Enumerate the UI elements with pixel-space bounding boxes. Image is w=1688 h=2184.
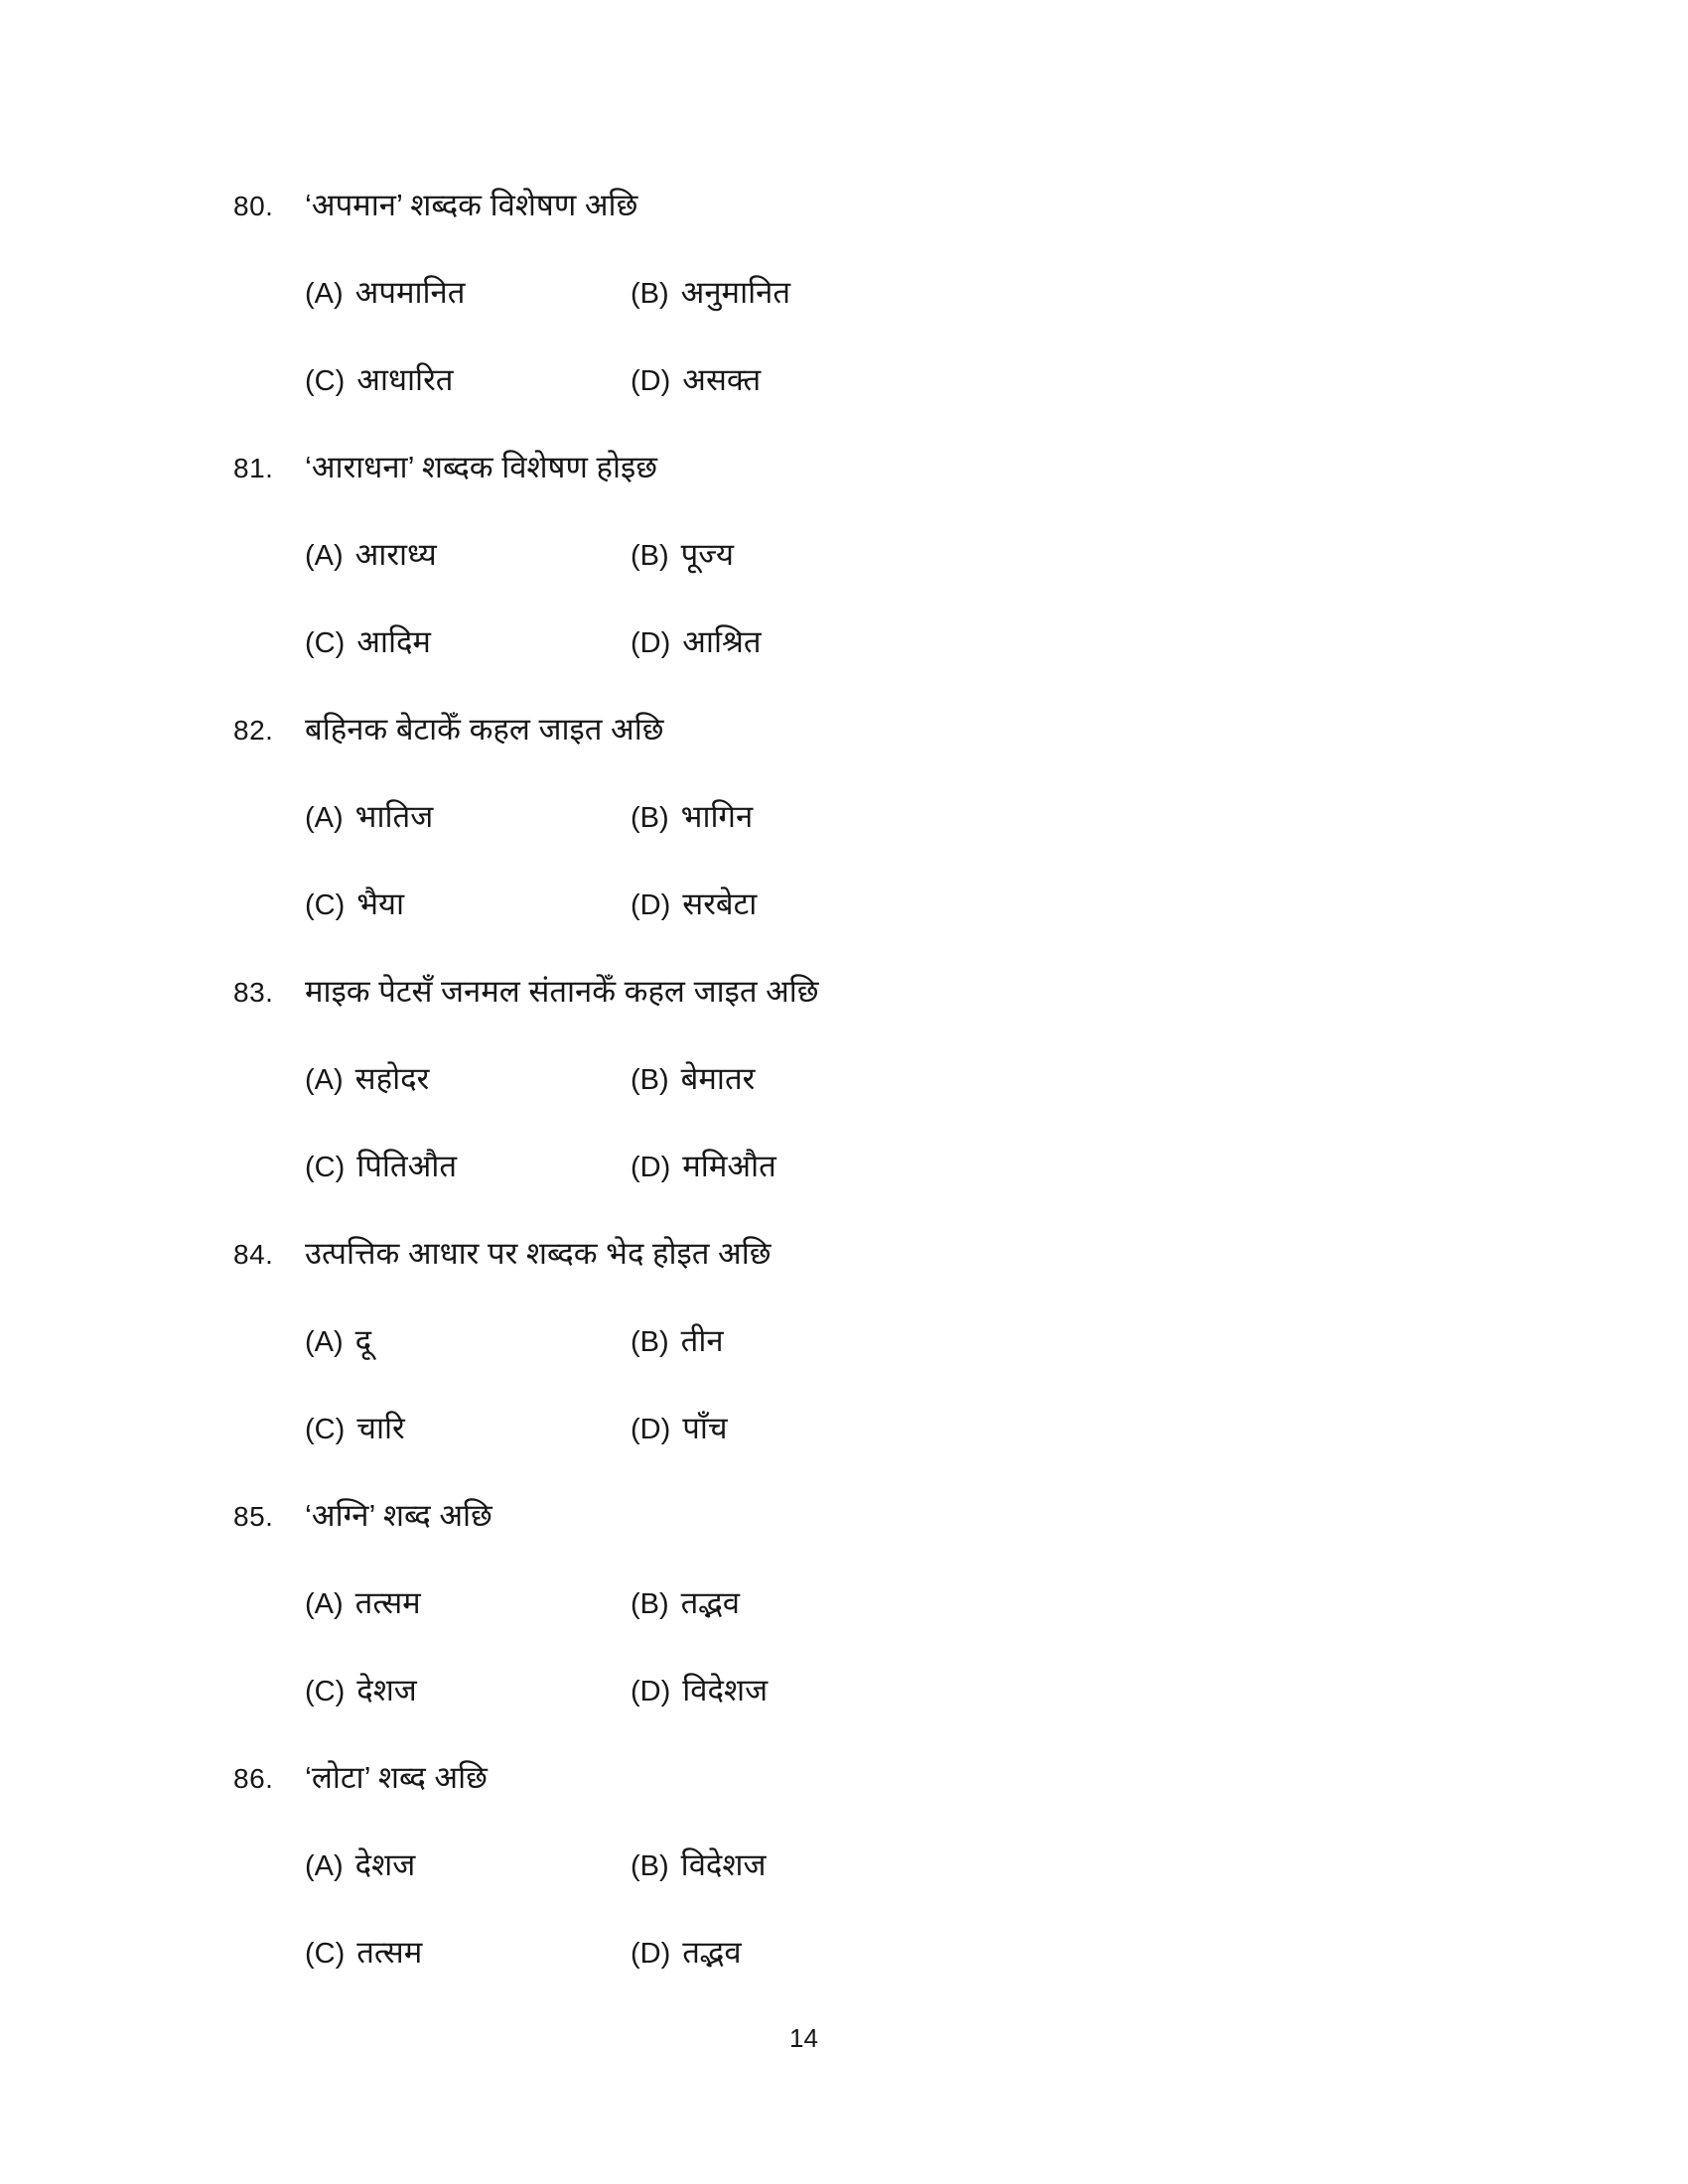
option-row xyxy=(233,1581,1326,1669)
question-text: ‘आराधना’ शब्दक विशेषण होइछ xyxy=(305,450,657,484)
option-text: भैया xyxy=(356,887,405,921)
option-b xyxy=(631,1843,766,1885)
option-text: बेमातर xyxy=(680,1061,756,1096)
option-text: अनुमानित xyxy=(680,275,791,310)
question-header xyxy=(233,446,1326,533)
question-text: माइक पेटसँ जनमल संतानकेँ कहल जाइत अछि xyxy=(305,974,819,1009)
option-label: (D) xyxy=(631,1938,671,1970)
question-header xyxy=(233,708,1326,795)
option-label: (A) xyxy=(305,278,344,310)
page-number: 14 xyxy=(789,2023,818,2053)
option-label: (D) xyxy=(631,1152,671,1183)
option-label: (D) xyxy=(631,1414,671,1445)
option-text: चारि xyxy=(356,1411,405,1445)
option-a xyxy=(305,271,631,313)
option-text: विदेशज xyxy=(682,1673,769,1707)
option-label: (A) xyxy=(305,802,344,834)
option-b xyxy=(631,1581,740,1623)
option-a xyxy=(305,1581,631,1623)
question-number: 81. xyxy=(233,453,274,483)
option-text: देशज xyxy=(356,1673,417,1707)
option-text: आराध्य xyxy=(354,537,437,572)
question-number: 85. xyxy=(233,1501,274,1532)
option-label: (C) xyxy=(305,1152,346,1183)
option-c xyxy=(305,620,631,662)
question-number: 82. xyxy=(233,715,274,746)
question-text: उत्पत्तिक आधार पर शब्दक भेद होइत अछि xyxy=(305,1236,772,1271)
option-text: भातिज xyxy=(354,799,434,834)
option-label: (B) xyxy=(631,1064,669,1096)
option-c xyxy=(305,1931,631,1973)
option-a xyxy=(305,1843,631,1885)
question-83 xyxy=(233,970,1326,1232)
question-text: ‘अपमान’ शब्दक विशेषण अछि xyxy=(305,188,638,222)
option-row xyxy=(233,271,1326,358)
option-row xyxy=(233,883,1326,970)
option-row xyxy=(233,1669,1326,1756)
option-label: (D) xyxy=(631,1676,671,1707)
option-d xyxy=(631,358,761,400)
option-a xyxy=(305,1057,631,1099)
question-header xyxy=(233,1494,1326,1581)
option-c xyxy=(305,1145,631,1186)
option-text: आश्रित xyxy=(682,624,762,659)
question-80 xyxy=(233,184,1326,446)
option-label: (C) xyxy=(305,1414,346,1445)
option-text: भागिन xyxy=(680,799,754,834)
option-text: असक्त xyxy=(682,362,762,397)
option-a xyxy=(305,533,631,575)
question-85 xyxy=(233,1494,1326,1756)
option-text: विदेशज xyxy=(680,1847,767,1882)
question-81 xyxy=(233,446,1326,708)
option-row xyxy=(233,620,1326,708)
option-label: (A) xyxy=(305,1850,344,1882)
option-label: (A) xyxy=(305,1326,344,1358)
option-label: (A) xyxy=(305,1064,344,1096)
option-label: (D) xyxy=(631,365,671,397)
option-d xyxy=(631,1407,728,1448)
option-b xyxy=(631,271,790,313)
option-text: पूज्य xyxy=(680,537,734,572)
option-row xyxy=(233,533,1326,620)
question-82 xyxy=(233,708,1326,970)
option-text: आदिम xyxy=(356,624,431,659)
option-b xyxy=(631,795,753,837)
option-text: तत्सम xyxy=(356,1935,423,1970)
option-text: सरबेटा xyxy=(682,887,758,921)
option-row xyxy=(233,795,1326,883)
option-row xyxy=(233,1057,1326,1145)
option-label: (B) xyxy=(631,1588,669,1620)
option-label: (D) xyxy=(631,627,671,659)
option-text: तद्भव xyxy=(680,1585,741,1620)
option-row xyxy=(233,358,1326,446)
option-d xyxy=(631,1145,776,1186)
option-c xyxy=(305,1407,631,1448)
option-d xyxy=(631,1931,742,1973)
question-text: ‘लोटा’ शब्द अछि xyxy=(305,1760,488,1795)
option-text: तत्सम xyxy=(354,1585,421,1620)
question-84 xyxy=(233,1232,1326,1494)
option-text: अपमानित xyxy=(354,275,466,310)
option-a xyxy=(305,1319,631,1361)
option-text: दू xyxy=(354,1323,372,1358)
option-text: ममिऔत xyxy=(682,1149,776,1183)
option-label: (B) xyxy=(631,1326,669,1358)
option-text: देशज xyxy=(354,1847,416,1882)
option-label: (C) xyxy=(305,365,346,397)
option-label: (B) xyxy=(631,1850,669,1882)
option-text: पितिऔत xyxy=(356,1149,457,1183)
option-label: (B) xyxy=(631,278,669,310)
question-header xyxy=(233,970,1326,1057)
option-label: (C) xyxy=(305,1938,346,1970)
option-row xyxy=(233,1145,1326,1232)
question-header xyxy=(233,1756,1326,1843)
option-label: (B) xyxy=(631,802,669,834)
option-text: सहोदर xyxy=(354,1061,430,1096)
option-d xyxy=(631,1669,768,1710)
question-number: 86. xyxy=(233,1763,274,1794)
option-text: तद्भव xyxy=(682,1935,742,1970)
option-label: (D) xyxy=(631,889,671,921)
option-b xyxy=(631,1319,724,1361)
option-row xyxy=(233,1319,1326,1407)
question-header xyxy=(233,1232,1326,1319)
option-text: पाँच xyxy=(682,1411,728,1445)
option-label: (B) xyxy=(631,540,669,572)
option-text: आधारित xyxy=(356,362,454,397)
question-86 xyxy=(233,1756,1326,2018)
question-number: 83. xyxy=(233,977,274,1008)
option-b xyxy=(631,1057,755,1099)
option-row xyxy=(233,1931,1326,2018)
option-a xyxy=(305,795,631,837)
option-c xyxy=(305,1669,631,1710)
option-d xyxy=(631,883,757,924)
option-c xyxy=(305,358,631,400)
option-c xyxy=(305,883,631,924)
option-d xyxy=(631,620,762,662)
option-label: (C) xyxy=(305,889,346,921)
option-text: तीन xyxy=(680,1323,724,1358)
questions-list xyxy=(233,184,1326,2018)
question-number: 80. xyxy=(233,191,274,221)
option-label: (C) xyxy=(305,627,346,659)
option-label: (A) xyxy=(305,540,344,572)
question-header xyxy=(233,184,1326,271)
option-row xyxy=(233,1407,1326,1494)
question-text: ‘अग्नि’ शब्द अछि xyxy=(305,1498,492,1533)
option-b xyxy=(631,533,734,575)
question-text: बहिनक बेटाकेँ कहल जाइत अछि xyxy=(305,712,664,747)
option-label: (A) xyxy=(305,1588,344,1620)
option-row xyxy=(233,1843,1326,1931)
option-label: (C) xyxy=(305,1676,346,1707)
question-number: 84. xyxy=(233,1239,274,1270)
